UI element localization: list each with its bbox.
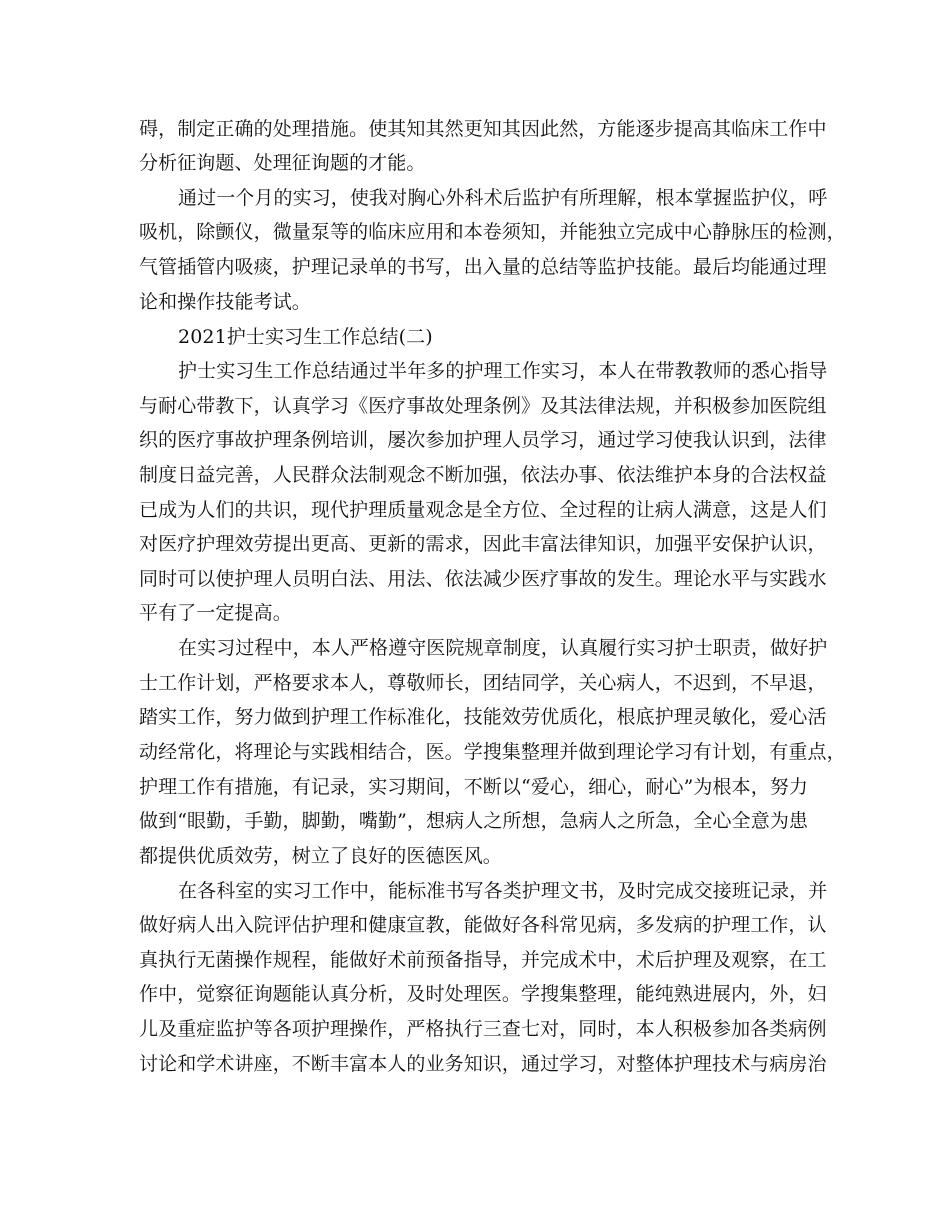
text-line: 通过一个月的实习，使我对胸心外科术后监护有所理解，根本掌握监护仪，呼 bbox=[178, 187, 828, 209]
text-line: 动经常化，将理论与实践相结合，医。学搜集整理并做到理论学习有计划，有重点， bbox=[139, 741, 846, 763]
text-line: 织的医疗事故护理条例培训，屡次参加护理人员学习，通过学习使我认识到，法律 bbox=[139, 429, 827, 451]
text-line: 分析征询题、处理征询题的才能。 bbox=[139, 152, 426, 174]
text-line: 士工作计划，严格要求本人，尊敬师长，团结同学，关心病人，不迟到，不早退， bbox=[139, 672, 827, 694]
text-line: 都提供优质效劳，树立了良好的医德医风。 bbox=[139, 845, 502, 867]
text-line: 平有了一定提高。 bbox=[139, 602, 292, 624]
text-line: 儿及重症监护等各项护理操作，严格执行三查七对，同时，本人积极参加各类病例 bbox=[139, 1018, 827, 1040]
text-line: 碍，制定正确的处理措施。使其知其然更知其因此然，方能逐步提高其临床工作中 bbox=[139, 118, 827, 140]
text-line: 与耐心带教下，认真学习《医疗事故处理条例》及其法律法规，并积极参加医院组 bbox=[139, 395, 827, 417]
text-line: 对医疗护理效劳提出更高、更新的需求，因此丰富法律知识，加强平安保护认识， bbox=[139, 533, 827, 555]
text-line: 已成为人们的共识，现代护理质量观念是全方位、全过程的让病人满意，这是人们 bbox=[139, 499, 827, 521]
text-line: 吸机，除颤仪，微量泵等的临床应用和本卷须知，并能独立完成中心静脉压的检测， bbox=[139, 221, 846, 243]
text-line: 作中，觉察征询题能认真分析，及时处理医。学搜集整理，能纯熟进展内，外，妇 bbox=[139, 983, 827, 1005]
text-line: 论和操作技能考试。 bbox=[139, 291, 311, 313]
text-line: 制度日益完善，人民群众法制观念不断加强，依法办事、依法维护本身的合法权益 bbox=[139, 464, 827, 486]
section-heading: 2021护士实习生工作总结(二) bbox=[178, 326, 433, 348]
text-line: 真执行无菌操作规程，能做好术前预备指导，并完成术中，术后护理及观察，在工 bbox=[139, 949, 827, 971]
text-line: 气管插管内吸痰，护理记录单的书写，出入量的总结等监护技能。最后均能通过理 bbox=[139, 256, 827, 278]
text-line: 护理工作有措施，有记录，实习期间，不断以“爱心，细心，耐心”为根本，努力 bbox=[139, 776, 809, 798]
text-line: 做好病人出入院评估护理和健康宣教，能做好各科常见病，多发病的护理工作，认 bbox=[139, 914, 827, 936]
text-line: 同时可以使护理人员明白法、用法、依法减少医疗事故的发生。理论水平与实践水 bbox=[139, 568, 827, 590]
text-line: 护士实习生工作总结通过半年多的护理工作实习，本人在带教教师的悉心指导 bbox=[178, 360, 828, 382]
text-line: 做到“眼勤，手勤，脚勤，嘴勤”，想病人之所想，急病人之所急，全心全意为患 bbox=[139, 810, 809, 832]
text-line: 讨论和学术讲座，不断丰富本人的业务知识，通过学习，对整体护理技术与病房治 bbox=[139, 1053, 827, 1075]
text-line: 在实习过程中，本人严格遵守医院规章制度，认真履行实习护士职责，做好护 bbox=[178, 637, 828, 659]
text-line: 踏实工作，努力做到护理工作标准化，技能效劳优质化，根底护理灵敏化，爱心活 bbox=[139, 706, 827, 728]
text-line: 在各科室的实习工作中，能标准书写各类护理文书，及时完成交接班记录，并 bbox=[178, 880, 828, 902]
